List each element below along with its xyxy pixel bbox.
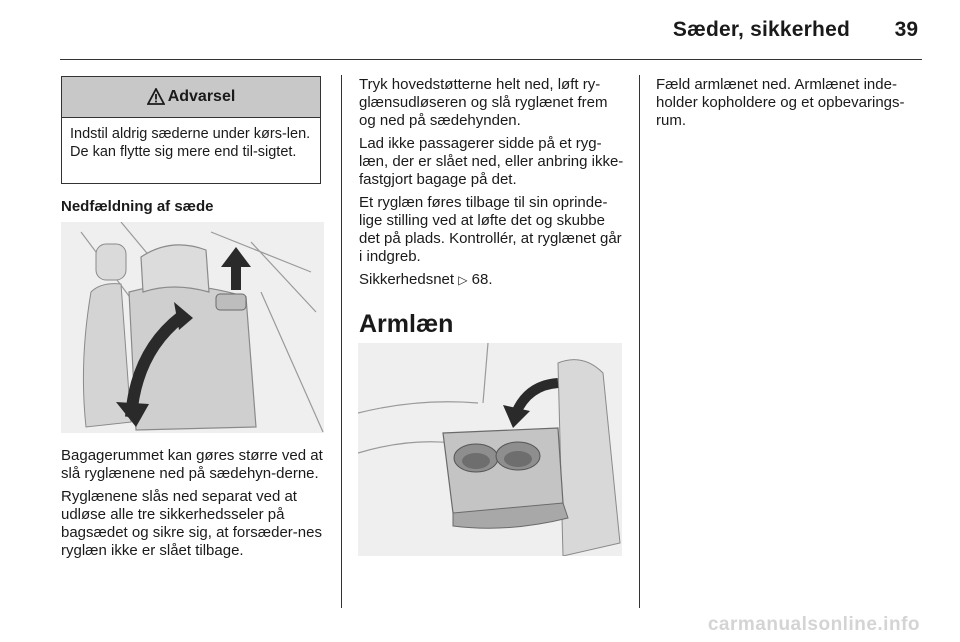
column-divider-1 (341, 75, 342, 608)
warning-text: Indstil aldrig sæderne under kørs-len. De kan flytte sig mere end til-sigtet. (70, 126, 311, 160)
header-rule (60, 59, 922, 60)
paragraph: Tryk hovedstøtterne helt ned, løft ry-glænsudløseren og slå ryglænet frem og ned på sædehynden. (359, 76, 608, 129)
page-number: 39 (894, 18, 918, 41)
seat-fold-illustration (61, 222, 324, 433)
column-divider-2 (639, 75, 640, 608)
cross-reference[interactable] (359, 271, 625, 289)
page-reference-icon: ▷ (458, 273, 468, 287)
warning-triangle-icon (147, 88, 165, 106)
warning-header (62, 77, 320, 118)
paragraph: Fæld armlænet ned. Armlænet inde-holder kopholdere og et opbevarings-rum. (656, 76, 905, 129)
subheading-fold-seat: Nedfældning af sæde (61, 198, 214, 215)
column3-text (656, 76, 924, 135)
watermark: carmanualsonline.info (707, 614, 920, 635)
paragraph: Bagagerummet kan gøres større ved at slå ryglænene ned på sædehyn-derne. (61, 447, 323, 482)
xref-label: Sikkerhedsnet (359, 271, 455, 288)
armrest-illustration (358, 343, 622, 556)
warning-box (61, 76, 321, 184)
warning-title: Advarsel (167, 88, 236, 105)
column1-text (61, 447, 326, 565)
page-header-title: Sæder, sikkerhed (672, 18, 850, 41)
paragraph: Et ryglæn føres tilbage til sin oprinde-lige stilling ved at løfte det og skubbe det på plads. Kontrollér, at ryglænet går i indgreb. (359, 194, 622, 265)
paragraph: Ryglænene slås ned separat ved at udløse alle tre sikkerhedsseler på bagsædet og sikre sig, at forsæder-nes ryglæn ikke er slået tilbage. (61, 488, 322, 559)
paragraph: Lad ikke passagerer sidde på et ryg-læn, der er slået ned, eller anbring ikke-fastgjort bagage på det. (359, 135, 624, 188)
section-heading-armrest: Armlæn (359, 310, 454, 338)
xref-page: 68. (471, 271, 493, 288)
column2-text (359, 76, 625, 294)
